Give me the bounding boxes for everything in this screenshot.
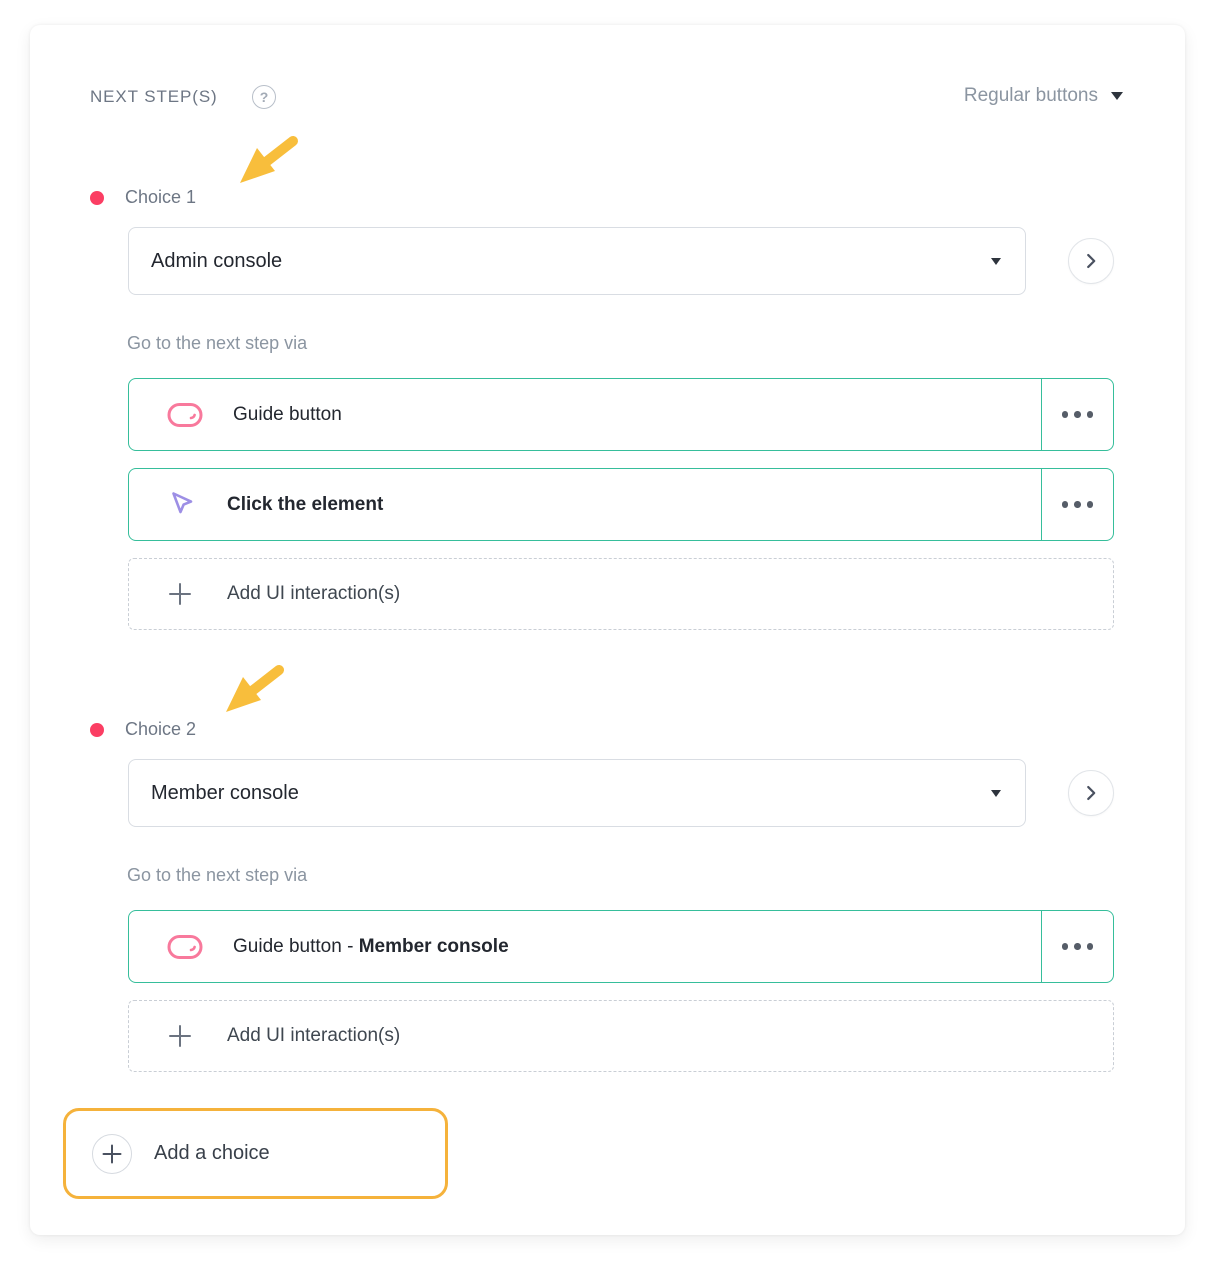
panel-title: NEXT STEP(S) [90, 87, 218, 106]
go-to-step-button-choice-2[interactable] [1068, 770, 1114, 816]
guide-button-icon [167, 934, 203, 960]
plus-circle-icon [92, 1134, 132, 1174]
choice-bullet-dot [90, 723, 104, 737]
next-steps-panel [30, 25, 1185, 1235]
add-ui-interaction-button[interactable] [128, 1000, 1114, 1072]
annotation-arrow-icon [230, 131, 306, 191]
button-style-dropdown[interactable] [964, 85, 1123, 107]
annotation-arrow-icon [216, 660, 292, 720]
help-icon[interactable]: ? [252, 85, 276, 109]
chevron-right-icon [1080, 250, 1102, 272]
choice-bullet-dot [90, 191, 104, 205]
add-a-choice-button[interactable] [63, 1108, 448, 1199]
cursor-icon [167, 489, 197, 521]
interaction-row-main [129, 379, 1041, 450]
interaction-menu-button[interactable] [1041, 379, 1113, 450]
choice-2-header [90, 719, 196, 740]
select-caret-icon [991, 258, 1001, 265]
chevron-right-icon [1080, 782, 1102, 804]
choice-label: Choice 1 [125, 187, 197, 207]
add-ui-interaction-label: Add UI interaction(s) [227, 1025, 401, 1046]
step-select-value: Admin console [151, 249, 283, 272]
interaction-menu-button[interactable] [1041, 911, 1113, 982]
select-caret-icon [991, 790, 1001, 797]
interaction-row-guide-button-member[interactable] [128, 910, 1114, 983]
guide-button-icon [167, 402, 203, 428]
step-select-value: Member console [151, 781, 299, 804]
add-ui-interaction-label: Add UI interaction(s) [227, 583, 401, 604]
step-select-choice-2[interactable] [128, 759, 1026, 827]
add-ui-interaction-button[interactable] [128, 558, 1114, 630]
choice-1-header [90, 187, 196, 208]
plus-icon [167, 581, 193, 607]
step-select-choice-1[interactable] [128, 227, 1026, 295]
button-style-label: Regular buttons [963, 85, 1098, 106]
interaction-row-click-element[interactable] [128, 468, 1114, 541]
interaction-label: Guide button - Member console [233, 935, 509, 957]
goto-next-step-label: Go to the next step via [127, 333, 308, 353]
interaction-label: Guide button [233, 403, 342, 425]
goto-next-step-label: Go to the next step via [127, 865, 308, 885]
interaction-row-guide-button[interactable] [128, 378, 1114, 451]
chevron-down-icon [1111, 92, 1123, 100]
interaction-row-main [129, 911, 1041, 982]
go-to-step-button-choice-1[interactable] [1068, 238, 1114, 284]
interaction-row-main [129, 469, 1041, 540]
plus-icon [167, 1023, 193, 1049]
interaction-menu-button[interactable] [1041, 469, 1113, 540]
interaction-label: Click the element [227, 493, 384, 515]
add-a-choice-label: Add a choice [154, 1142, 270, 1164]
choice-label: Choice 2 [125, 719, 197, 739]
